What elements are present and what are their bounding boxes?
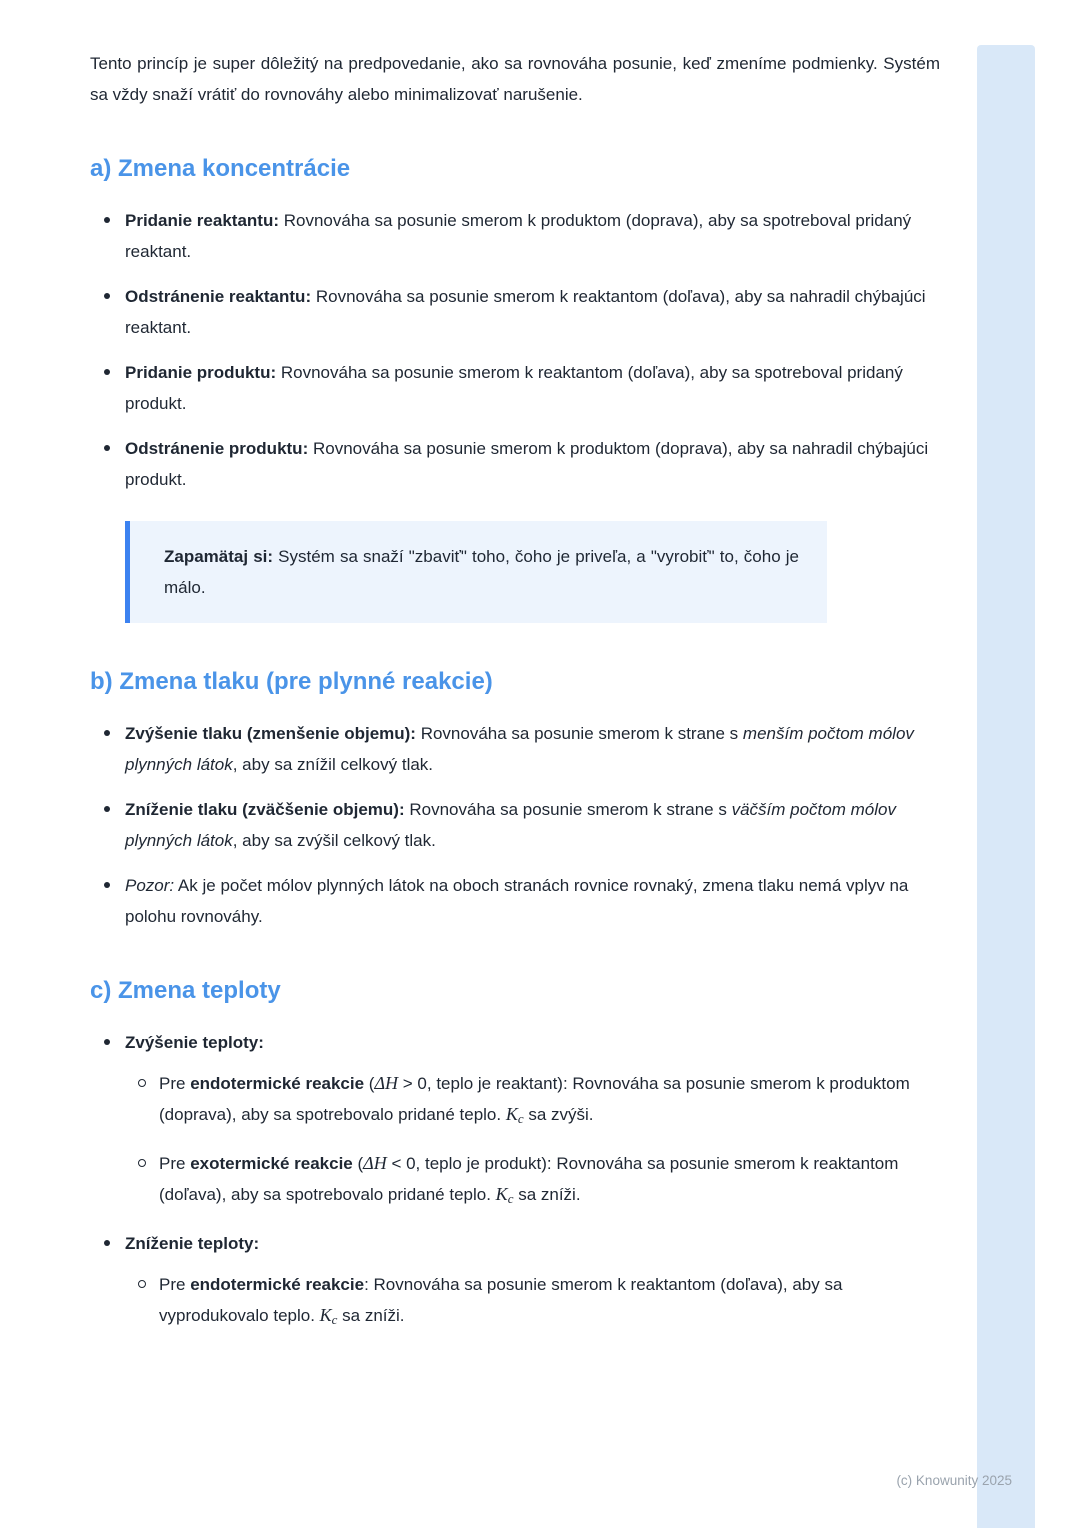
- list-item: [103, 718, 940, 780]
- sub-list-item: [137, 1148, 940, 1214]
- list-item: [103, 1027, 940, 1214]
- list-item-text: [125, 876, 908, 926]
- text-segment-bold: Odstránenie produktu:: [125, 439, 309, 458]
- text-segment-bold: Zvýšenie tlaku (zmenšenie objemu):: [125, 724, 416, 743]
- text-segment-normal: Pre: [159, 1275, 191, 1294]
- text-segment-bold: Pridanie reaktantu:: [125, 211, 279, 230]
- text-segment-bold: endotermické reakcie: [190, 1074, 365, 1093]
- text-segment-mathsub: c: [507, 1191, 514, 1206]
- text-segment-bold: Pridanie produktu:: [125, 363, 277, 382]
- text-segment-normal: > 0, teplo je reaktant): Rovnováha sa posunie smerom k produktom (doprava), aby sa spotrebovalo pridané teplo.: [159, 1074, 910, 1124]
- text-segment-mathsub: c: [517, 1111, 524, 1126]
- sub-list-item: [137, 1269, 940, 1335]
- intro-paragraph: Tento princíp je super dôležitý na predpovedanie, ako sa rovnováha posunie, keď zmeníme podmienky. Systém sa vždy snaží vrátiť do rovnováhy alebo minimalizovať narušenie.: [90, 54, 940, 104]
- section-heading-a: a) Zmena koncentrácie: [90, 155, 351, 182]
- list-item-text: [125, 211, 911, 261]
- text-segment-normal: Rovnováha sa posunie smerom k strane s: [404, 800, 732, 819]
- text-segment-bold: Odstránenie reaktantu:: [125, 287, 312, 306]
- list-item: [103, 357, 940, 419]
- text-segment-mathsub: c: [331, 1312, 338, 1327]
- sub-list: [125, 1068, 940, 1214]
- text-segment-normal: Pre: [159, 1154, 191, 1173]
- text-segment-bold: endotermické reakcie: [190, 1275, 365, 1294]
- text-segment-normal: Rovnováha sa posunie smerom k produktom (doprava), aby sa nahradil chýbajúci produkt.: [125, 439, 929, 489]
- list-item: [103, 205, 940, 267]
- text-segment-italic: Pozor:: [125, 876, 175, 895]
- text-segment-math: K: [319, 1305, 332, 1325]
- list-item: [103, 794, 940, 856]
- text-segment-bold: Zvýšenie teploty:: [125, 1033, 264, 1052]
- text-segment-italic: menším počtom mólov plynných látok: [125, 724, 914, 774]
- text-segment-normal: (: [352, 1154, 364, 1173]
- text-segment-normal: sa zvýši.: [523, 1105, 594, 1124]
- list-item-text: [125, 800, 896, 850]
- list-item: [103, 433, 940, 495]
- list-item-text: [125, 1033, 264, 1052]
- text-segment-normal: Rovnováha sa posunie smerom k produktom (doprava), aby sa spotreboval pridaný reaktant.: [125, 211, 912, 261]
- text-segment-math: ΔH: [363, 1153, 387, 1173]
- text-segment-normal: : Rovnováha sa posunie smerom k reaktantom (doľava), aby sa vyprodukovalo teplo.: [159, 1275, 843, 1325]
- section-heading-b: b) Zmena tlaku (pre plynné reakcie): [90, 668, 493, 695]
- text-segment-italic: väčším počtom mólov plynných látok: [125, 800, 896, 850]
- list-item-text: [125, 439, 928, 489]
- text-segment-bold: exotermické reakcie: [190, 1154, 353, 1173]
- callout-box: [125, 521, 827, 623]
- list-item-text: [125, 363, 903, 413]
- section-heading-c: c) Zmena teploty: [90, 977, 281, 1004]
- text-segment-math: K: [505, 1104, 518, 1124]
- text-segment-normal: , aby sa zvýšil celkový tlak.: [232, 831, 436, 850]
- text-segment-math: ΔH: [374, 1073, 399, 1093]
- text-segment-normal: < 0, teplo je produkt): Rovnováha sa posunie smerom k reaktantom (doľava), aby sa spotrebovalo pridané teplo.: [159, 1154, 899, 1204]
- bullet-list-b: [90, 718, 940, 932]
- text-segment-normal: Pre: [159, 1074, 191, 1093]
- footer-credit: (c) Knowunity 2025: [896, 1473, 1012, 1488]
- bullet-list-c: [90, 1027, 940, 1335]
- list-item: [103, 281, 940, 343]
- text-segment-math: K: [495, 1184, 508, 1204]
- bullet-list-a: [90, 205, 940, 495]
- sub-list: [125, 1269, 940, 1335]
- list-item-text: [125, 1234, 259, 1253]
- sections-container: [90, 154, 940, 1335]
- list-item-text: [125, 287, 926, 337]
- text-segment-normal: Systém sa snaží "zbaviť" toho, čoho je priveľa, a "vyrobiť" to, čoho je málo.: [164, 547, 799, 597]
- text-segment-bold: Zapamätaj si:: [164, 547, 274, 566]
- list-item: [103, 1228, 940, 1335]
- text-segment-normal: (: [364, 1074, 375, 1093]
- text-segment-normal: Ak je počet mólov plynných látok na oboch stranách rovnice rovnaký, zmena tlaku nemá vplyv na polohu rovnováhy.: [125, 876, 909, 926]
- text-segment-normal: Rovnováha sa posunie smerom k strane s: [415, 724, 743, 743]
- text-segment-normal: , aby sa znížil celkový tlak.: [232, 755, 434, 774]
- list-item-text: [125, 724, 914, 774]
- text-segment-normal: Rovnováha sa posunie smerom k reaktantom (doľava), aby sa spotreboval pridaný produkt.: [125, 363, 903, 413]
- text-segment-normal: sa zníži.: [337, 1306, 405, 1325]
- list-item: [103, 870, 940, 932]
- text-segment-bold: Zníženie teploty:: [125, 1234, 260, 1253]
- text-segment-normal: Rovnováha sa posunie smerom k reaktantom (doľava), aby sa nahradil chýbajúci reaktant.: [125, 287, 926, 337]
- sub-list-item: [137, 1068, 940, 1134]
- text-segment-normal: sa zníži.: [513, 1185, 581, 1204]
- text-segment-bold: Zníženie tlaku (zväčšenie objemu):: [125, 800, 405, 819]
